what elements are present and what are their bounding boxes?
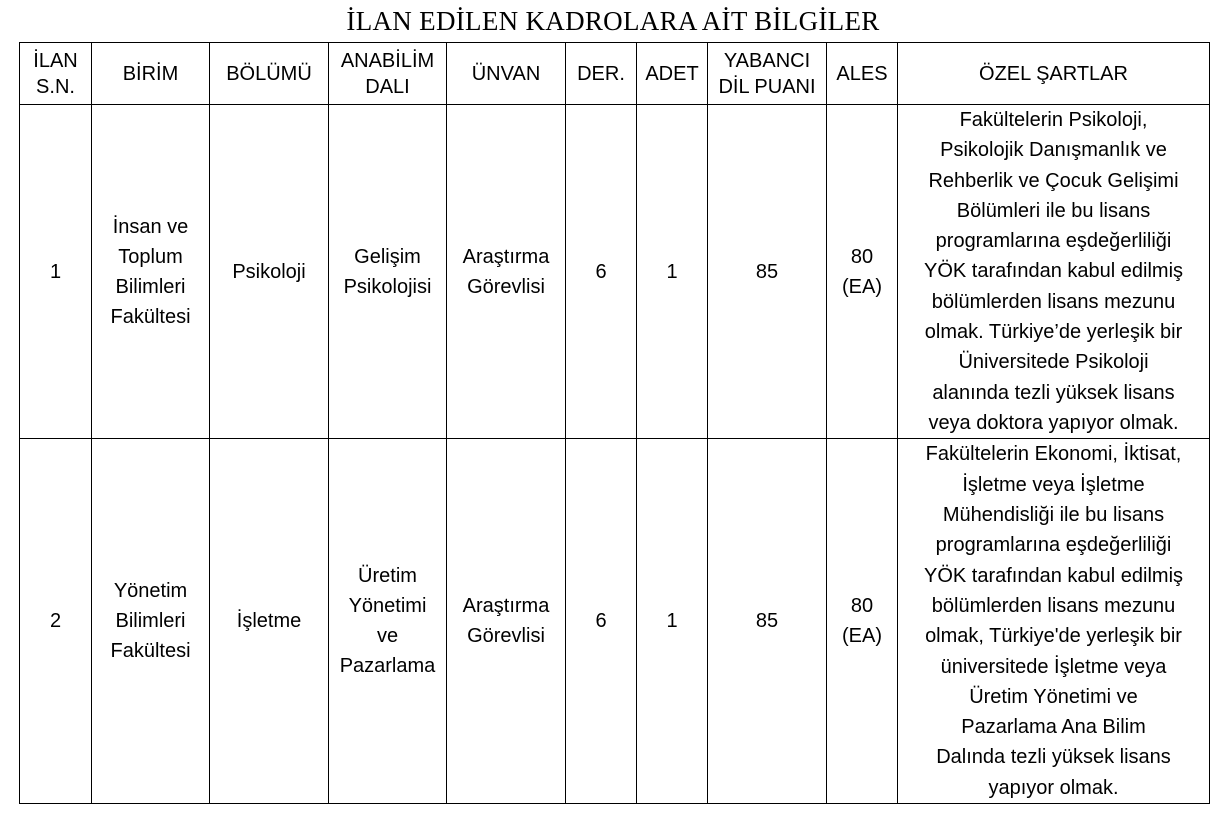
cell-ales: 80 (EA) bbox=[827, 439, 898, 804]
table-row bbox=[20, 439, 1210, 804]
cell-ozel-sartlar: Fakültelerin Psikoloji, Psikolojik Danışmanlık ve Rehberlik ve Çocuk Gelişimi Bölümleri ile bu lisans programlarına eşdeğerliliği YÖK tarafından kabul edilmiş bölümlerden lisans mezunu olmak. Türkiye’de yerleşik bir Üniversitede Psikoloji alanında tezli yüksek lisans veya doktora yapıyor olmak. bbox=[898, 105, 1210, 439]
cell-unvan: Araştırma Görevlisi bbox=[447, 439, 566, 804]
header-anabilim-dali: ANABİLİM DALI bbox=[329, 43, 447, 105]
header-ilan-sn: İLAN S.N. bbox=[20, 43, 92, 105]
cell-ozel-sartlar: Fakültelerin Ekonomi, İktisat, İşletme veya İşletme Mühendisliği ile bu lisans programlarına eşdeğerliliği YÖK tarafından kabul edilmiş bölümlerden lisans mezunu olmak, Türkiye'de yerleşik bir üniversitede İşletme veya Üretim Yönetimi ve Pazarlama Ana Bilim Dalında tezli yüksek lisans yapıyor olmak. bbox=[898, 439, 1210, 804]
header-bolumu: BÖLÜMÜ bbox=[210, 43, 329, 105]
cell-sn: 1 bbox=[20, 105, 92, 439]
header-yabanci-dil-puani: YABANCI DİL PUANI bbox=[708, 43, 827, 105]
header-ales: ALES bbox=[827, 43, 898, 105]
table-header-row bbox=[20, 43, 1210, 105]
cell-adet: 1 bbox=[637, 439, 708, 804]
cell-derece: 6 bbox=[566, 105, 637, 439]
cell-sn: 2 bbox=[20, 439, 92, 804]
header-adet: ADET bbox=[637, 43, 708, 105]
cell-ales: 80 (EA) bbox=[827, 105, 898, 439]
cell-yabanci-dil-puani: 85 bbox=[708, 105, 827, 439]
cell-anabilim-dali: Üretim Yönetimi ve Pazarlama bbox=[329, 439, 447, 804]
cell-anabilim-dali: Gelişim Psikolojisi bbox=[329, 105, 447, 439]
header-birim: BİRİM bbox=[92, 43, 210, 105]
positions-table bbox=[19, 42, 1210, 804]
cell-adet: 1 bbox=[637, 105, 708, 439]
table-row bbox=[20, 105, 1210, 439]
header-derece: DER. bbox=[566, 43, 637, 105]
cell-yabanci-dil-puani: 85 bbox=[708, 439, 827, 804]
cell-bolumu: Psikoloji bbox=[210, 105, 329, 439]
header-unvan: ÜNVAN bbox=[447, 43, 566, 105]
cell-unvan: Araştırma Görevlisi bbox=[447, 105, 566, 439]
cell-birim: Yönetim Bilimleri Fakültesi bbox=[92, 439, 210, 804]
cell-bolumu: İşletme bbox=[210, 439, 329, 804]
page-title: İLAN EDİLEN KADROLARA AİT BİLGİLER bbox=[346, 6, 880, 36]
cell-birim: İnsan ve Toplum Bilimleri Fakültesi bbox=[92, 105, 210, 439]
cell-derece: 6 bbox=[566, 439, 637, 804]
header-ozel-sartlar: ÖZEL ŞARTLAR bbox=[898, 43, 1210, 105]
